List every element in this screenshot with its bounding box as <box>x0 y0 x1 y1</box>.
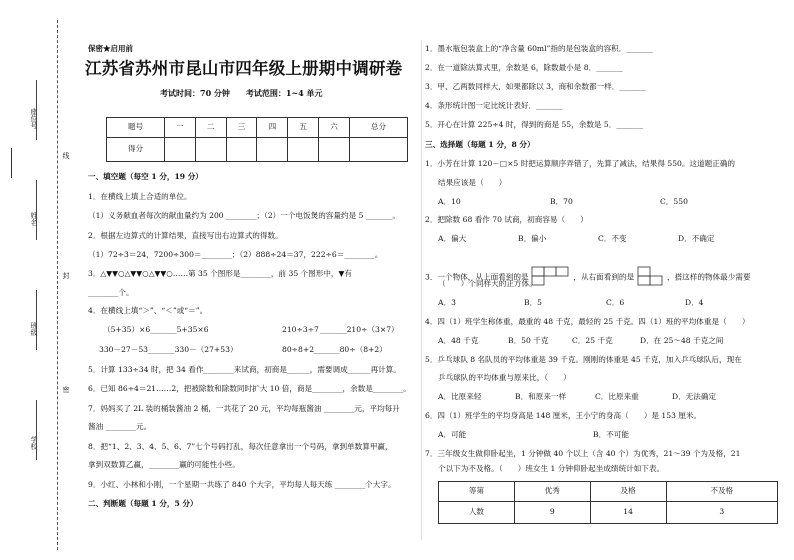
choice-q6-opt-a[interactable]: A．可能 <box>438 430 467 439</box>
fill-q3: 3．△▼▼○△▼▼○△▼▼○……第 35 个图形是________，前 35 个图形中，▼有 <box>88 269 352 278</box>
class-label: 班级 <box>30 322 39 336</box>
score-head-4: 四 <box>257 118 288 138</box>
score-cell[interactable] <box>288 138 319 162</box>
seat-label: 座位号 <box>30 108 39 129</box>
seat-line <box>11 148 12 178</box>
fill-q1: 1．在横线上填上合适的单位。 <box>88 192 192 201</box>
judge-q2: 2．在一道除法算式里，余数是 6，除数最小是 8．_______ <box>425 63 623 72</box>
cut-mark-feng: 封 <box>62 272 71 279</box>
name-write-line <box>36 180 37 240</box>
choice-q5: 5．乒乓球队 8 名队员的平均体重是 39 千克。刚刚的体重是 45 千克，加入乒乓球队后，现在 <box>425 355 742 364</box>
situp-cell-0: 人数 <box>439 502 515 524</box>
choice-q3-opt-d[interactable]: D．4 <box>685 298 704 307</box>
fill-q3-cont: ________个。 <box>88 288 134 297</box>
score-cell[interactable] <box>349 138 407 162</box>
compare-a4: _______210÷（3×7） <box>320 325 399 334</box>
score-cell[interactable] <box>319 138 350 162</box>
cut-line <box>57 20 58 550</box>
situp-head-0: 等第 <box>439 482 515 502</box>
choice-q3-text-a: 3．一个物体，从上面看到的是 <box>425 272 529 282</box>
choice-q6-opt-b[interactable]: B．不可能 <box>593 430 629 439</box>
section-2-heading: 二、判断题（每题 1 分，5 分） <box>88 499 198 508</box>
situp-head-2: 及格 <box>590 482 666 502</box>
judge-q1: 1．墨水瓶包装盒上的“净含量 60ml”指的是包装盒的容积．_______ <box>425 44 653 53</box>
fill-q8-cont: 拿到双数算乙赢，________赢的可能性小些。 <box>88 460 240 469</box>
score-cell[interactable] <box>195 138 226 162</box>
choice-q2-opt-c[interactable]: C．不变 <box>598 234 627 243</box>
cut-mark-xian: 线 <box>62 152 71 159</box>
section-3-heading: 三、选择题（每题 1 分，8 分） <box>425 140 535 149</box>
choice-q4-opt-a[interactable]: A．48 千克 <box>438 336 479 345</box>
choice-q1: 1．小芳在计算 120－□×5 时把运算顺序弄错了，先算了减法，结果得 550。这道题正确的 <box>425 159 736 168</box>
choice-q3-cont: （ ）个同样大的正方体。 <box>438 279 537 288</box>
compare-b2: _______330－（27+53） <box>148 345 238 354</box>
situp-cell-3: 3 <box>666 502 777 524</box>
judge-q5: 5．开心在计算 225÷4 时，得到的商是 55，余数是 5．_______ <box>425 120 643 129</box>
column-divider <box>421 40 422 540</box>
compare-a1: （5+35）×6 <box>103 325 151 334</box>
choice-q1-cont: 结果应该是（ ） <box>438 178 507 187</box>
cut-mark-mi: 密 <box>62 386 71 393</box>
choice-q5-opt-d[interactable]: D．无法确定 <box>672 392 717 401</box>
choice-q2-opt-d[interactable]: D．不确定 <box>678 234 715 243</box>
fill-q7-cont: 酱油 ________元。 <box>88 422 152 431</box>
compare-a2: _______5+35×6 <box>150 325 209 334</box>
compare-b1: 330－27－53 <box>99 345 149 354</box>
binding-margin <box>0 0 70 560</box>
fill-q7: 7．妈妈买了 2L 装的桶装酱油 2 桶，一共花了 20 元，平均每瓶酱油 ________元，平均每升 <box>88 404 400 413</box>
school-label: 学校 <box>30 436 39 450</box>
judge-q3: 3．甲、乙两数同样大，如果都除以 3，商和余数都一样．_______ <box>425 82 646 91</box>
compare-b4: _______80÷（8+2） <box>313 345 387 354</box>
name-label: 姓名 <box>30 212 39 226</box>
school-write-line <box>36 400 37 460</box>
choice-q3-opt-c[interactable]: C．6 <box>606 298 625 307</box>
choice-q1-opt-a[interactable]: A．10 <box>438 197 461 206</box>
choice-q2: 2．把除数 68 看作 70 试商，初商容易（ ） <box>425 215 588 224</box>
choice-q1-opt-b[interactable]: B．70 <box>550 197 573 206</box>
choice-q3-text-c: ，搭这样的物体最少需要 <box>667 272 751 282</box>
right-view-figure <box>637 266 665 289</box>
fill-q2: 2．根据左边算式的计算结果，直接写出右边算式的得数。 <box>88 231 283 240</box>
score-cell[interactable] <box>165 138 196 162</box>
compare-a3: 210÷3÷7 <box>282 325 319 334</box>
fill-q4: 4．在横线上填“＞”、“＜”或“＝”。 <box>88 306 208 315</box>
fill-q6: 6．已知 86÷4＝21……2，把被除数和除数同时扩大 10 倍，商是________，余数是________。 <box>88 384 411 393</box>
situp-head-3: 不及格 <box>666 482 777 502</box>
fill-q5: 5．计算 133÷34 时，把 34 看作________来试商，初商是______，需要调成______再计算。 <box>88 365 401 374</box>
choice-q5-opt-a[interactable]: A．比原来轻 <box>438 392 482 401</box>
score-head-7: 总分 <box>349 118 407 138</box>
compare-b3: 80÷8+2 <box>282 345 315 354</box>
choice-q1-opt-c[interactable]: C．550 <box>660 197 688 206</box>
seat-write-line <box>36 80 37 140</box>
exam-meta: 考试时间：70 分钟 考试范围：1~4 单元 <box>160 88 323 98</box>
choice-q5-cont: 乒乓球队的平均体重与原来比，（ ） <box>438 373 571 382</box>
exam-title: 江苏省苏州市昆山市四年级上册期中调研卷 <box>85 59 403 78</box>
choice-q4-opt-c[interactable]: C．25 千克 <box>572 336 613 345</box>
score-head-1: 一 <box>165 118 196 138</box>
choice-q5-opt-c[interactable]: C．比原来重 <box>595 392 639 401</box>
score-row-label: 得分 <box>107 138 165 162</box>
choice-q3-opt-a[interactable]: A．3 <box>438 298 456 307</box>
right-view-icon <box>637 266 665 286</box>
situp-head-1: 优秀 <box>514 482 590 502</box>
choice-q3-opt-b[interactable]: B．5 <box>524 298 543 307</box>
score-table <box>106 117 408 162</box>
score-head-6: 六 <box>319 118 350 138</box>
fill-q8: 8．把“1、2、3、4、5、6、7”七个号码打乱，每次任意拿出一个号码，拿到单数算甲赢， <box>88 442 393 451</box>
situp-table <box>438 481 778 524</box>
choice-q4: 4．四（1）班学生称体重，最重的 48 千克，最轻的 25 千克。四（1）班的平均体重是（ ） <box>425 317 750 326</box>
score-cell[interactable] <box>226 138 257 162</box>
choice-q4-opt-b[interactable]: B．50 千克 <box>508 336 549 345</box>
fill-q2-parts: （1）72÷3＝24，7200÷300＝________；（2）888÷24＝37，222÷6＝________。 <box>88 250 383 259</box>
choice-q7-cont: 个以下为不及格。（ ）班女生 1 分钟仰卧起坐成绩统计如下表。 <box>438 464 665 473</box>
score-head-0: 题号 <box>107 118 165 138</box>
class-write-line <box>36 290 37 350</box>
situp-cell-1: 9 <box>514 502 590 524</box>
choice-q3-text-b: ，从右面看到的是 <box>573 272 635 282</box>
choice-q5-opt-b[interactable]: B．和原来一样 <box>515 392 567 401</box>
choice-q4-opt-d[interactable]: D．在 25～48 千克之间 <box>640 336 724 345</box>
score-head-5: 五 <box>288 118 319 138</box>
choice-q6: 6．四（1）班学生的平均身高是 148 厘米，王小宁的身高（ ）是 153 厘米。 <box>425 411 702 420</box>
fill-q1-parts: （1）义务献血者每次的献血量约为 200 ________；（2）一个电饭煲的容量约是 5 _______。 <box>88 211 401 220</box>
situp-cell-2: 14 <box>590 502 666 524</box>
score-head-2: 二 <box>195 118 226 138</box>
judge-q4: 4．条形统计图一定比统计表好．_______ <box>425 101 563 110</box>
score-head-3: 三 <box>226 118 257 138</box>
section-1-heading: 一、填空题（每空 1 分，19 分） <box>88 172 203 181</box>
choice-q2-opt-b[interactable]: B．偏小 <box>518 234 547 243</box>
choice-q2-opt-a[interactable]: A．偏大 <box>438 234 467 243</box>
score-cell[interactable] <box>257 138 288 162</box>
fill-q9: 9．小红、小林和小刚，一个星期一共练了 840 个大字，平均每人每天练 ________个大字。 <box>88 480 396 489</box>
choice-q7: 7．三年级女生做仰卧起坐，1 分钟做 40 个以上（含 40 个）为优秀，21～39 个为及格，21 <box>425 449 741 458</box>
secret-mark: 保密★启用前 <box>88 44 133 53</box>
